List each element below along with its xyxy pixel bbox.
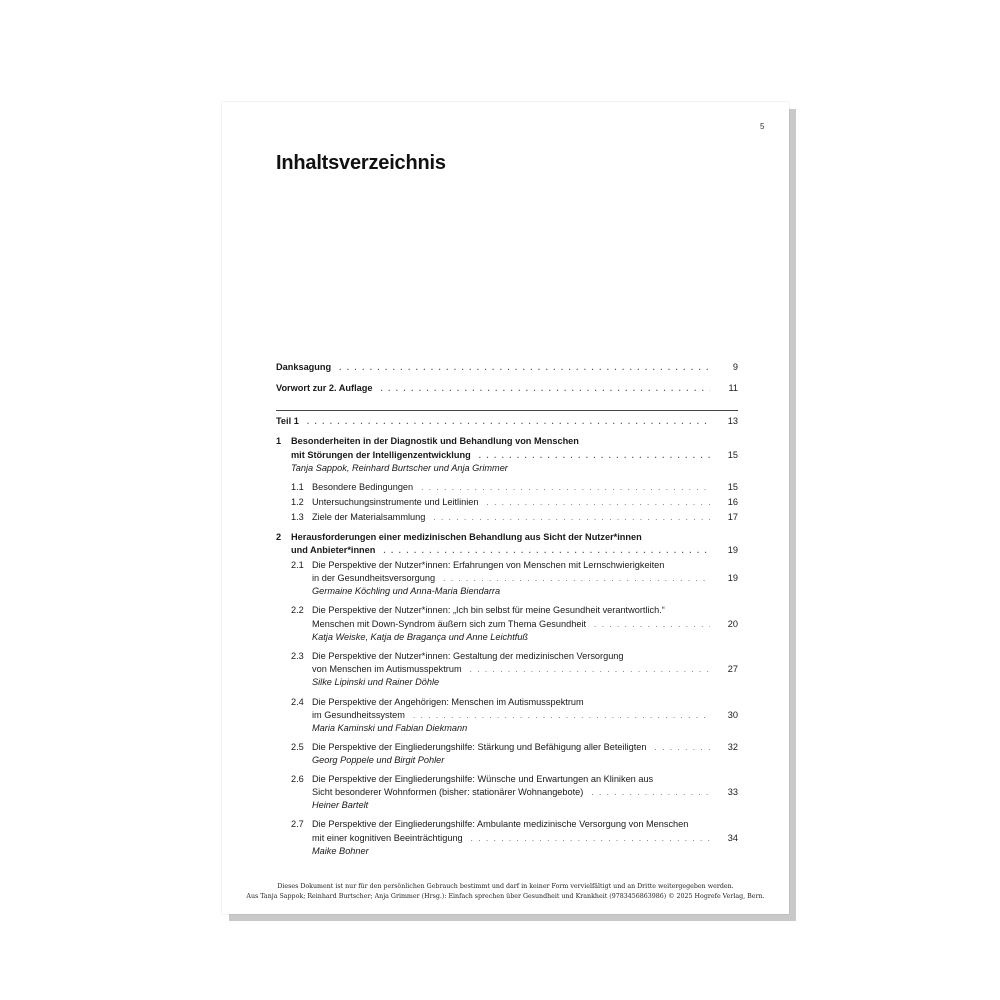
toc-entry-vorwort[interactable]: [276, 382, 738, 395]
section-title-line[interactable]: Die Perspektive der Nutzer*innen: Erfahrungen von Menschen mit Lernschwierigkeiten: [312, 560, 665, 570]
toc-leader-dots: [594, 618, 710, 631]
page-title: Inhaltsverzeichnis: [276, 152, 446, 174]
toc-entry-page: 30: [727, 710, 738, 720]
document-page: [222, 102, 789, 914]
toc-leader-dots: [591, 786, 710, 799]
chapter-authors: Tanja Sappok, Reinhard Burtscher und Anja Grimmer: [291, 463, 508, 473]
toc-entry-label: im Gesundheitssystem: [312, 710, 405, 720]
section-authors: Silke Lipinski und Rainer Döhle: [312, 677, 440, 687]
toc-entry-page: 19: [727, 545, 738, 555]
toc-entry-page: 15: [727, 482, 738, 492]
section-number: 2.2: [291, 605, 304, 615]
toc-entry-section[interactable]: [312, 709, 738, 722]
section-number: 1.3: [291, 512, 304, 522]
footer-notice: Dieses Dokument ist nur für den persönlichen Gebrauch bestimmt und darf in keiner Form vervielfältigt und an Dritte weitergegeben werden.: [277, 883, 734, 890]
section-authors: Katja Weiske, Katja de Bragança und Anne Leichtfuß: [312, 632, 529, 642]
toc-leader-dots: [470, 663, 710, 676]
toc-entry-page: 17: [727, 512, 738, 522]
toc-entry-label: Sicht besonderer Wohnformen (bisher: stationärer Wohnangebote): [312, 787, 584, 797]
section-title-line[interactable]: Die Perspektive der Nutzer*innen: Gestaltung der medizinischen Versorgung: [312, 651, 624, 661]
toc-entry-label: in der Gesundheitsversorgung: [312, 573, 436, 583]
toc-entry-section[interactable]: [312, 663, 738, 676]
toc-entry-page: 27: [727, 664, 738, 674]
toc-entry-label: mit einer kognitiven Beeinträchtigung: [312, 833, 463, 843]
section-title-line[interactable]: Die Perspektive der Nutzer*innen: „Ich bin selbst für meine Gesundheit verantwortlich.“: [312, 605, 665, 615]
chapter-title-line[interactable]: Herausforderungen einer medizinischen Behandlung aus Sicht der Nutzer*innen: [291, 532, 642, 542]
toc-leader-dots: [443, 572, 710, 585]
section-number: 2.6: [291, 774, 304, 784]
toc-entry-label: Die Perspektive der Eingliederungshilfe: Stärkung und Befähigung aller Beteiligten: [312, 742, 647, 752]
toc-entry-section[interactable]: [312, 832, 738, 845]
toc-entry-label: Vorwort zur 2. Auflage: [276, 383, 373, 393]
toc-leader-dots: [655, 741, 710, 754]
toc-entry-label: und Anbieter*innen: [291, 545, 376, 555]
toc-leader-dots: [479, 449, 710, 462]
toc-leader-dots: [339, 361, 710, 374]
toc-entry-section[interactable]: [312, 741, 738, 754]
toc-entry-page: 9: [732, 362, 738, 372]
toc-leader-dots: [307, 415, 710, 428]
chapter-number: 2: [276, 532, 282, 542]
toc-entry-label: Ziele der Materialsammlung: [312, 512, 426, 522]
toc-entry-page: 11: [728, 383, 738, 393]
toc-leader-dots: [383, 544, 710, 557]
chapter-title-line[interactable]: Besonderheiten in der Diagnostik und Behandlung von Menschen: [291, 436, 579, 446]
toc-entry-section[interactable]: [312, 572, 738, 585]
toc-leader-dots: [421, 481, 710, 494]
toc-entry-page: 15: [727, 450, 738, 460]
toc-entry-chapter-1[interactable]: [291, 449, 738, 462]
toc-entry-chapter-2[interactable]: [291, 544, 738, 557]
toc-entry-page: 20: [727, 619, 738, 629]
section-authors: Maria Kaminski und Fabian Diekmann: [312, 723, 468, 733]
toc-entry-label: Teil 1: [276, 416, 299, 426]
toc-leader-dots: [413, 709, 710, 722]
section-number: 1.2: [291, 497, 304, 507]
toc-entry-section[interactable]: [312, 511, 738, 524]
toc-entry-page: 33: [727, 787, 738, 797]
toc-entry-label: Danksagung: [276, 362, 332, 372]
toc-entry-page: 16: [727, 497, 738, 507]
section-number: 2.1: [291, 560, 304, 570]
toc-entry-section[interactable]: [312, 786, 738, 799]
section-authors: Maike Bohner: [312, 846, 369, 856]
toc-leader-dots: [487, 496, 711, 509]
toc-leader-dots: [471, 832, 710, 845]
section-number: 2.3: [291, 651, 304, 661]
toc-entry-label: mit Störungen der Intelligenzentwicklung: [291, 450, 471, 460]
toc-entry-label: Menschen mit Down-Syndrom äußern sich zum Thema Gesundheit: [312, 619, 587, 629]
toc-leader-dots: [433, 511, 710, 524]
divider: [276, 410, 738, 411]
toc-entry-label: Besondere Bedingungen: [312, 482, 414, 492]
section-number: 1.1: [291, 482, 304, 492]
footer-citation: Aus Tanja Sappok; Reinhard Burtscher; Anja Grimmer (Hrsg.): Einfach sprechen über Gesundheit und Krankheit (9783456863986) © 2025 Hogrefe Verlag, Bern.: [246, 893, 765, 900]
toc-entry-label: Untersuchungsinstrumente und Leitlinien: [312, 497, 479, 507]
toc-entry-section[interactable]: [312, 496, 738, 509]
section-authors: Heiner Bartelt: [312, 800, 369, 810]
toc-entry-page: 13: [727, 416, 738, 426]
section-title-line[interactable]: Die Perspektive der Angehörigen: Menschen im Autismusspektrum: [312, 697, 584, 707]
section-authors: Georg Poppele und Birgit Pohler: [312, 755, 445, 765]
page-number: 5: [760, 122, 765, 131]
toc-leader-dots: [380, 382, 710, 395]
toc-entry-page: 34: [727, 833, 738, 843]
toc-entry-section[interactable]: [312, 618, 738, 631]
section-number: 2.4: [291, 697, 304, 707]
toc-entry-section[interactable]: [312, 481, 738, 494]
section-number: 2.7: [291, 819, 304, 829]
toc-entry-part-1[interactable]: [276, 415, 738, 428]
section-authors: Germaine Köchling und Anna-Maria Biendarra: [312, 586, 501, 596]
section-title-line[interactable]: Die Perspektive der Eingliederungshilfe: Ambulante medizinische Versorgung von Menschen: [312, 819, 689, 829]
toc-entry-page: 32: [727, 742, 738, 752]
toc-entry-danksagung[interactable]: [276, 361, 738, 374]
section-title-line[interactable]: Die Perspektive der Eingliederungshilfe: Wünsche und Erwartungen an Kliniken aus: [312, 774, 654, 784]
toc-entry-label: von Menschen im Autismusspektrum: [312, 664, 462, 674]
section-number: 2.5: [291, 742, 304, 752]
toc-entry-page: 19: [727, 573, 738, 583]
chapter-number: 1: [276, 436, 282, 446]
